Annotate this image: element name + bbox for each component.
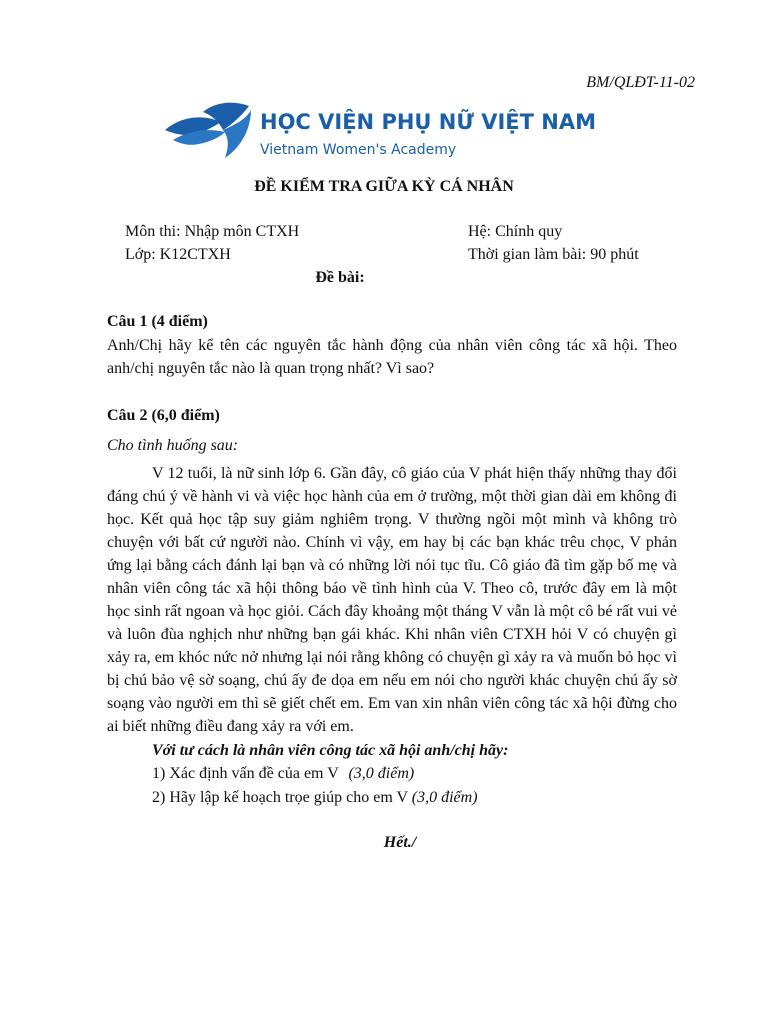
case-story <box>107 462 677 738</box>
question-1-text <box>107 334 677 380</box>
subject-line: Môn thi: Nhập môn CTXH <box>125 223 300 240</box>
case-story-body: V 12 tuổi, là nữ sinh lớp 6. Gần đây, cô giáo của V phát hiện thấy những thay đổi đáng chú ý về hành vi và việc học hành của em ở trường, một thời gian dài em không đi học. Kết quả học tập suy giảm nghiêm trọng. V thường ngồi một mình và không trò chuyện với bất cứ người nào. Chính vì vậy, em hay bị các bạn khác trêu chọc, V phản ứng lại bằng cách đánh lại bạn và có những lời nói tục tĩu. Cô giáo đã tìm gặp bố mẹ và nhân viên công tác xã hội thông báo về tình hình của V. Theo cô, trước đây em là một học sinh rất ngoan và học giỏi. Cách đây khoảng một tháng V vẫn là một cô bé rất vui vẻ và luôn đùa nghịch như những bạn gái khác. Khi nhân viên CTXH hỏi V có chuyện gì xảy ra, em khóc nức nở nhưng lại nói rằng không có chuyện gì xảy ra và muốn bỏ học vì bị chú bảo vệ sờ soạng, chú ấy đe dọa em nếu em nói cho người khác chuyện chú ấy sờ soạng vào người em thì sẽ giết chết em. Em van xin nhân viên công tác xã hội đừng cho ai biết những điều đang xảy ra với em. <box>107 465 677 735</box>
end-mark: Hết./ <box>383 834 417 851</box>
system-line: Hệ: Chính quy <box>468 223 563 240</box>
question-1-body: Anh/Chị hãy kể tên các nguyên tắc hành động của nhân viên công tác xã hội. Theo anh/chị nguyên tắc nào là quan trọng nhất? Vì sao? <box>107 337 677 377</box>
task-1-points: (3,0 điểm) <box>348 765 415 782</box>
academy-subtitle: Vietnam Women's Academy <box>260 142 457 158</box>
question-1-heading: Câu 1 (4 điểm) <box>107 313 208 330</box>
academy-logo <box>163 100 596 164</box>
task-2 <box>152 789 478 807</box>
dove-logo-icon <box>163 100 253 164</box>
exam-title: ĐỀ KIỂM TRA GIỮA KỲ CÁ NHÂN <box>254 178 514 195</box>
time-line: Thời gian làm bài: 90 phút <box>468 246 639 263</box>
document-code: BM/QLĐT-11-02 <box>586 74 695 91</box>
task-1-text: 1) Xác định vấn đề của em V <box>152 765 339 782</box>
task-1 <box>152 765 414 783</box>
class-line: Lớp: K12CTXH <box>125 246 231 263</box>
academy-name: HỌC VIỆN PHỤ NỮ VIỆT NAM <box>260 110 596 134</box>
question-2-intro: Cho tình huống sau: <box>107 437 239 454</box>
task-2-points: (3,0 điểm) <box>411 789 478 806</box>
question-2-heading: Câu 2 (6,0 điểm) <box>107 407 220 424</box>
task-2-text: 2) Hãy lập kế hoạch trọe giúp cho em V <box>152 789 408 806</box>
task-intro: Với tư cách là nhân viên công tác xã hội anh/chị hãy: <box>152 742 509 759</box>
exam-label: Đề bài: <box>315 269 365 286</box>
